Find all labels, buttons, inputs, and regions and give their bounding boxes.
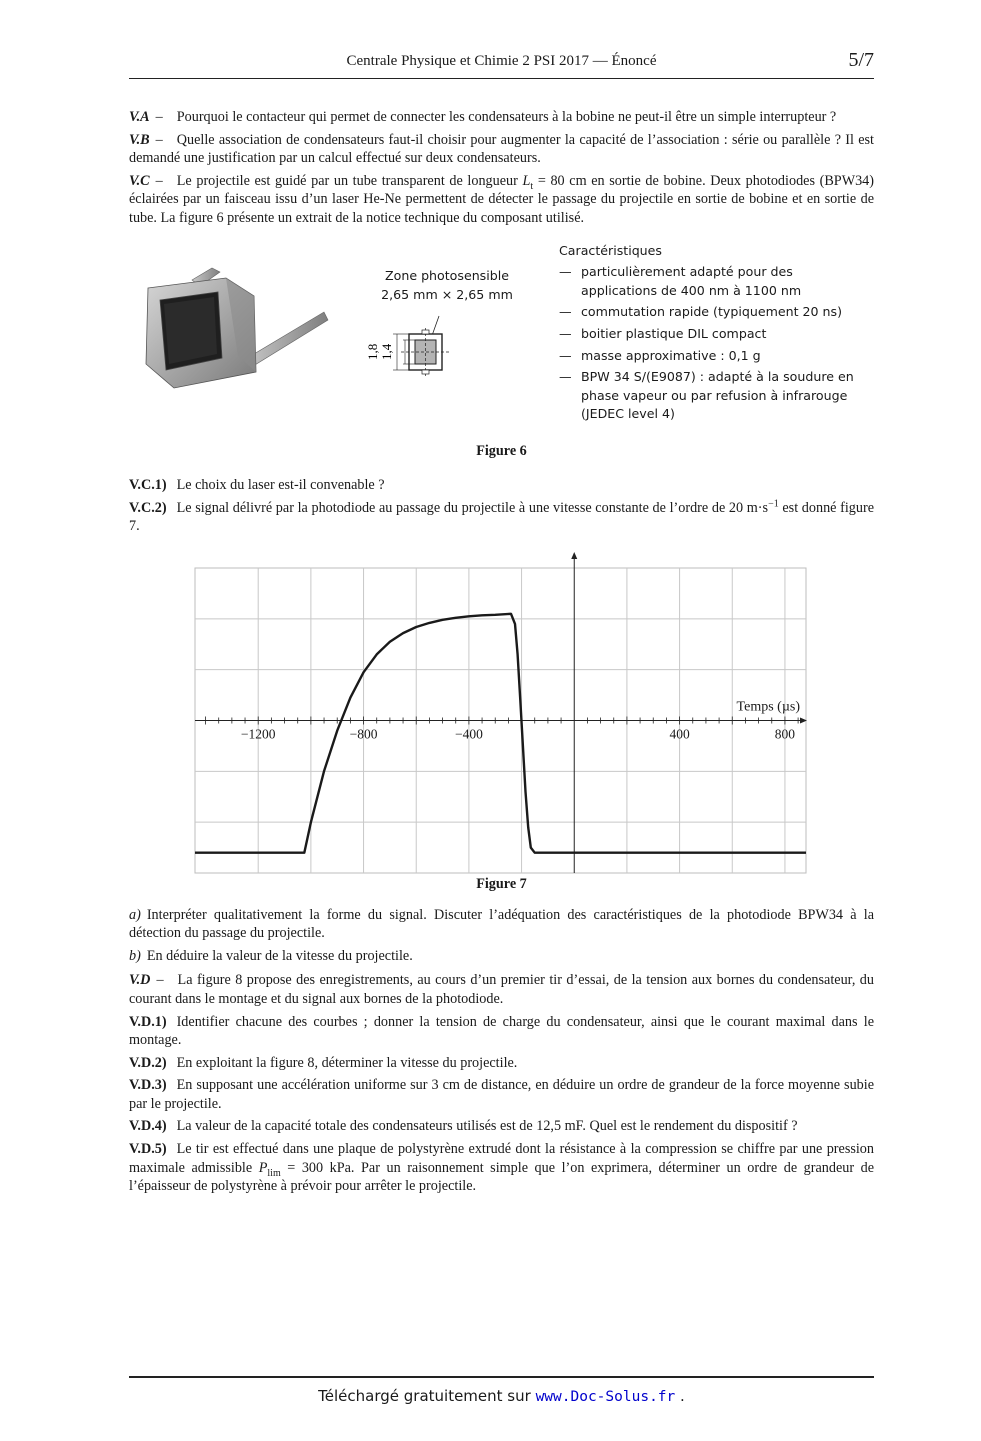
page-number: 5/7 <box>848 49 874 71</box>
question-text: Par un raisonnement simple que l’on exprimera, déterminer un ordre de grandeur de l’épaisseur de polystyrène à prévoir pour arrêter le projectile. <box>129 1159 875 1195</box>
question-text: Le tir est effectué dans une plaque de polystyrène extrudé dont la résistance à la compression se chiffre par une pression maximale admissible <box>129 1141 874 1176</box>
y-axis-arrow <box>571 552 577 559</box>
question-text: est donné figure 7. <box>129 499 875 535</box>
question-label: a) <box>129 906 141 923</box>
question-text: Interpréter qualitativement la forme du signal. Discuter l’adéquation des caractéristiques de la photodiode BPW34 à la détection du passage du projectile. <box>129 906 874 942</box>
math-superscript: −1 <box>768 498 779 510</box>
math-subscript: lim <box>267 1167 281 1179</box>
question-vc1 <box>129 476 874 495</box>
figure-6-caption: Figure 6 <box>476 442 527 459</box>
question-text: Le signal délivré par la photodiode au passage du projectile à une vitesse constante de l’ordre de 20 m·s <box>176 499 769 516</box>
x-tick-label: −800 <box>349 726 378 742</box>
question-text: Le choix du laser est-il convenable ? <box>176 477 385 494</box>
math-value: = 300 kPa. <box>287 1159 355 1176</box>
footer-text: Téléchargé gratuitement sur <box>318 1387 531 1405</box>
question-vd4 <box>129 1117 874 1136</box>
question-text: Quelle association de condensateurs faut-il choisir pour augmenter la capacité de l’association : série ou parallèle ? Il est demandé une justification par un calcul effectué sur deux condensateurs. <box>129 131 874 167</box>
zone-label <box>367 266 527 304</box>
question-label: V.B <box>129 131 150 148</box>
question-text: La valeur de la capacité totale des condensateurs utilisés est de 12,5 mF. Quel est le rendement du dispositif ? <box>176 1118 798 1135</box>
signal-chart <box>129 550 874 875</box>
dim-inner-label: 1,4 <box>379 343 394 360</box>
math-value: = 80 cm <box>537 172 587 189</box>
footer-rule <box>129 1376 874 1378</box>
question-text: Le projectile est guidé par un tube transparent de longueur <box>176 172 518 189</box>
zone-size: 2,65 mm × 2,65 mm <box>381 286 513 302</box>
figure-7 <box>129 550 874 875</box>
question-label: V.D.1) <box>129 1013 167 1030</box>
question-text: Pourquoi le contacteur qui permet de connecter les condensateurs à la bobine ne peut-il être un simple interrupteur ? <box>176 109 837 125</box>
spec-item: — particulièrement adapté pour des applications de 400 nm à 1100 nm <box>559 263 859 300</box>
question-vc: V.C – Le projectile est guidé par un tube transparent de longueur $L_t = 80$ cm en sortie de bobine. Deux photodiodes (BPW34) éclairées par un faisceau issu d’un laser He-Ne permettent de détecter le passage du projectile en sortie de bobine et en sortie de tube. La figure 6 présente un extrait de la notice technique du composant utilisé. <box>129 172 874 226</box>
x-tick-label: −1200 <box>240 726 276 742</box>
question-label: V.D.3) <box>129 1077 167 1094</box>
spec-item: — BPW 34 S/(E9087) : adapté à la soudure en phase vapeur ou par refusion à infrarouge (JEDEC level 4) <box>559 368 859 424</box>
question-vd3 <box>129 1076 874 1113</box>
question-text: En supposant une accélération uniforme sur 3 cm de distance, en déduire un ordre de grandeur de la force moyenne subie par le projectile. <box>129 1077 874 1112</box>
question-va: V.A – Pourquoi le contacteur qui permet de connecter les condensateurs à la bobine ne peut-il être un simple interrupteur ? <box>129 109 837 125</box>
question-label: V.D.5) <box>129 1141 167 1158</box>
question-text: En exploitant la figure 8, déterminer la vitesse du projectile. <box>176 1054 518 1071</box>
question-label: V.D <box>129 972 151 989</box>
dim-outer-label: 1,8 <box>365 343 380 360</box>
footer-link[interactable]: www.Doc-Solus.fr <box>535 1389 676 1405</box>
header-title: Centrale Physique et Chimie 2 PSI 2017 — Énoncé <box>346 53 657 69</box>
question-vc2 <box>129 499 874 536</box>
question-label: V.C.2) <box>129 499 167 516</box>
figure-6 <box>129 242 874 442</box>
x-tick-label: −400 <box>454 726 483 742</box>
question-label: V.A <box>129 109 150 125</box>
math-subscript: t <box>530 180 534 192</box>
question-a <box>129 906 874 943</box>
document-body <box>129 108 874 1200</box>
specs-title: Caractéristiques <box>559 242 662 258</box>
photodiode-photo <box>134 260 334 400</box>
question-vd2 <box>129 1054 874 1073</box>
math-variable: P <box>258 1159 268 1176</box>
spec-list <box>559 242 859 427</box>
figure-7-caption: Figure 7 <box>476 875 527 892</box>
question-text: La figure 8 propose des enregistrements, au cours d’un premier tir d’essai, de la tension aux bornes du condensateur, du courant dans le montage et du signal aux bornes de la photodiode. <box>129 972 874 1007</box>
question-text: Identifier chacune des courbes ; donner la tension de charge du condensateur, ainsi que le courant maximal dans le montage. <box>129 1013 874 1049</box>
x-tick-label: 800 <box>774 726 796 742</box>
question-text: En déduire la valeur de la vitesse du projectile. <box>146 947 413 964</box>
question-label: V.D.4) <box>129 1118 167 1135</box>
question-text: en sortie de bobine. Deux photodiodes (BPW34) éclairées par un faisceau issu d’un laser He-Ne permettent de détecter le passage du projectile en sortie de bobine et en sortie de tube. La figure 6 présente un extrait de la notice technique du composant utilisé. <box>129 172 874 226</box>
signal-line <box>195 614 806 853</box>
question-label: b) <box>129 947 141 964</box>
page <box>129 0 874 1441</box>
question-vd1 <box>129 1013 874 1050</box>
spec-item: — commutation rapide (typiquement 20 ns) <box>559 303 859 322</box>
spec-item: — masse approximative : 0,1 g <box>559 347 859 366</box>
x-axis-label: Temps (µs) <box>736 699 800 715</box>
spec-item: — boitier plastique DIL compact <box>559 325 859 344</box>
page-footer <box>129 1387 874 1405</box>
page-header <box>129 49 874 79</box>
question-label: V.C.1) <box>129 477 167 494</box>
math-variable: L <box>522 172 531 189</box>
question-vb: V.B – Quelle association de condensateurs faut-il choisir pour augmenter la capacité de l’association : série ou parallèle ? Il est demandé une justification par un calcul effectué sur deux condensateurs. <box>129 131 874 167</box>
x-tick-label: 400 <box>669 726 690 742</box>
zone-diagram <box>353 314 463 394</box>
zone-title: Zone photosensible <box>385 267 509 283</box>
footer-end: . <box>680 1387 685 1405</box>
question-label: V.D.2) <box>129 1054 167 1071</box>
question-vd: V.D – La figure 8 propose des enregistrements, au cours d’un premier tir d’essai, de la tension aux bornes du condensateur, du courant dans le montage et du signal aux bornes de la photodiode. <box>129 972 874 1007</box>
question-b <box>129 947 874 966</box>
question-vd5 <box>129 1140 874 1196</box>
question-label: V.C <box>129 172 150 189</box>
